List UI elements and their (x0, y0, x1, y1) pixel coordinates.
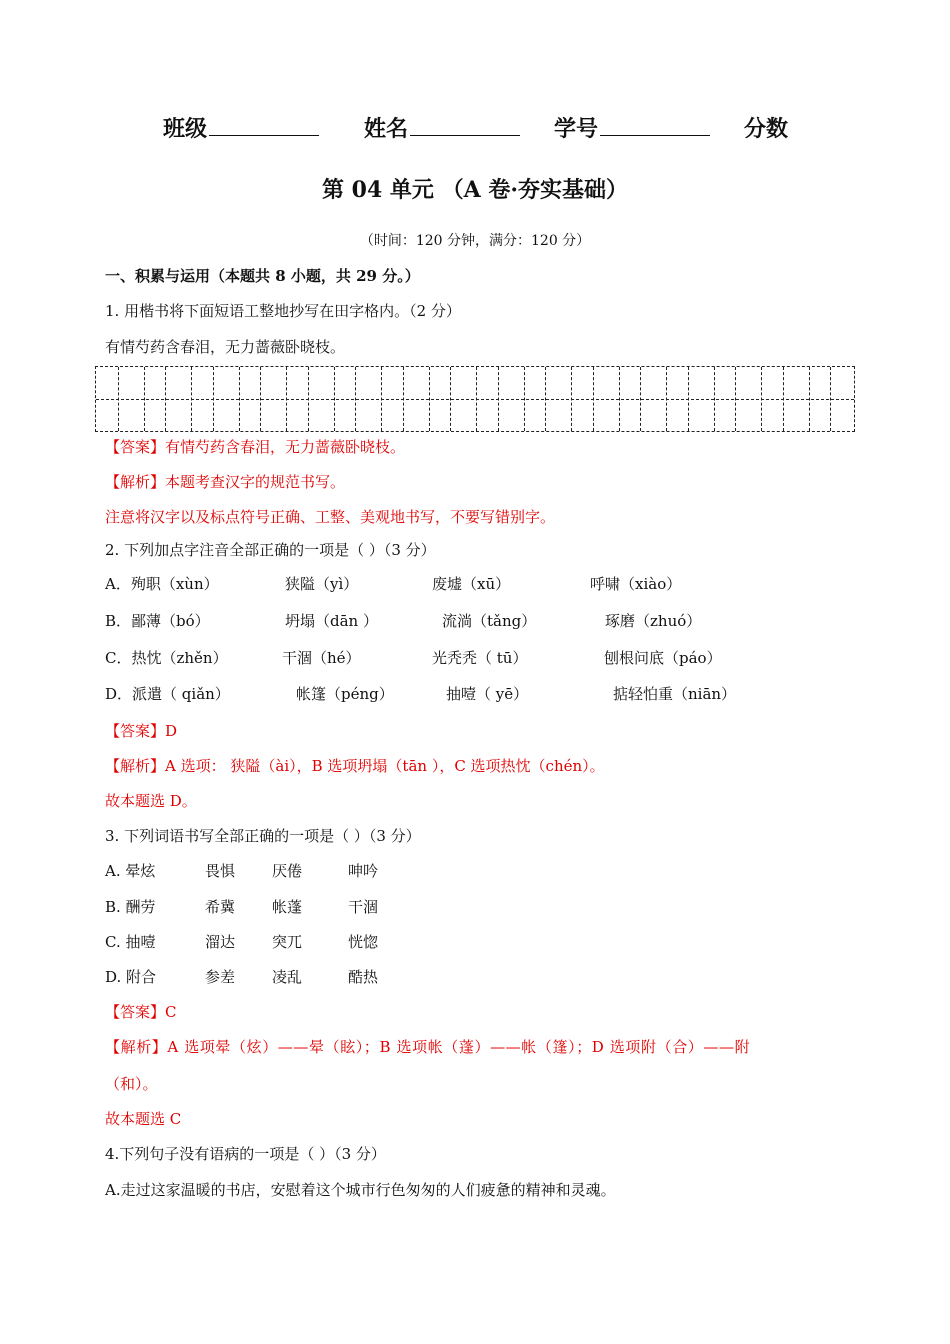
q2-conclusion: 故本题选 D。 (105, 792, 197, 810)
q2-option: 呼啸（xiào） (590, 575, 682, 593)
q3-analysis-cont: （和）。 (105, 1075, 158, 1093)
grid-col (593, 367, 594, 431)
grid-col (571, 367, 572, 431)
tianzige-grid[interactable] (95, 366, 855, 432)
class-label: 班级 (163, 116, 208, 142)
q2-option: 流淌（tǎng） (442, 612, 537, 630)
q1-analysis (105, 471, 345, 492)
q3-answer (105, 1001, 177, 1022)
q2-option: 抽噎（ yē） (446, 685, 529, 703)
grid-col (118, 367, 119, 431)
q3-option: 畏惧 (205, 862, 236, 880)
grid-col (476, 367, 477, 431)
grid-col (619, 367, 620, 431)
q3-option: 干涸 (348, 898, 379, 916)
grid-col (714, 367, 715, 431)
score-label: 分数 (744, 116, 789, 142)
q3-option: A. 晕炫 (105, 862, 156, 880)
analysis-tag: 【解析】 (105, 1038, 168, 1056)
grid-col (524, 367, 525, 431)
name-label: 姓名 (364, 116, 409, 142)
grid-col (429, 367, 430, 431)
grid-col (545, 367, 546, 431)
q2-option: 刨根问底（páo） (604, 649, 722, 667)
answer-tag: 【答案】 (105, 438, 166, 456)
q2-option: C．热忱（zhěn） (105, 649, 228, 667)
q2-option: 废墟（xū） (432, 575, 511, 593)
q3-option: D. 附合 (105, 968, 157, 986)
id-blank[interactable] (600, 113, 710, 136)
q2-option: 光秃秃（ tū） (432, 649, 528, 667)
q2-option: 干涸（hé） (282, 649, 361, 667)
analysis-text: A 选项： 狭隘（ài），B 选项坍塌（tān ），C 选项热忱（chén）。 (165, 757, 605, 775)
q3-option: 凌乱 (272, 968, 303, 986)
q3-option: C. 抽噎 (105, 933, 156, 951)
grid-col (783, 367, 784, 431)
grid-col (830, 367, 831, 431)
answer-text: D (165, 722, 178, 740)
q2-option: B．鄙薄（bó） (105, 612, 210, 630)
q3-stem: 3. 下列词语书写全部正确的一项是（ ）（3 分） (105, 827, 421, 845)
q3-option: 呻吟 (348, 862, 379, 880)
page-title: 第 04 单元 （A 卷·夯实基础） (322, 177, 628, 203)
q2-option: 琢磨（zhuó） (605, 612, 702, 630)
id-label: 学号 (554, 116, 599, 142)
grid-col (355, 367, 356, 431)
q1-text: 有情芍药含春泪，无力蔷薇卧晓枝。 (105, 338, 346, 356)
q3-option: 溜达 (205, 933, 236, 951)
answer-tag: 【答案】 (105, 1003, 166, 1021)
grid-col (761, 367, 762, 431)
analysis-tag: 【解析】 (105, 757, 166, 775)
q2-answer (105, 720, 177, 741)
name-field (364, 112, 520, 143)
class-field (163, 112, 319, 143)
q2-option: 狭隘（yì） (285, 575, 359, 593)
q2-analysis (105, 755, 605, 776)
grid-col (165, 367, 166, 431)
grid-col (213, 367, 214, 431)
q3-option: 参差 (205, 968, 236, 986)
q1-answer (105, 436, 405, 457)
q1-stem: 1. 用楷书将下面短语工整地抄写在田字格内。（2 分） (105, 302, 461, 320)
q3-option: B. 酬劳 (105, 898, 156, 916)
analysis-text: 本题考查汉字的规范书写。 (165, 473, 346, 491)
q2-option: 掂轻怕重（niān） (613, 685, 737, 703)
q4-stem: 4.下列句子没有语病的一项是（ ）（3 分） (105, 1145, 386, 1163)
section-heading: 一、积累与运用（本题共 8 小题，共 29 分。） (105, 267, 420, 285)
grid-col (403, 367, 404, 431)
grid-col (191, 367, 192, 431)
grid-col (381, 367, 382, 431)
q3-option: 厌倦 (272, 862, 303, 880)
q2-stem: 2. 下列加点字注音全部正确的一项是（ ）（3 分） (105, 541, 436, 559)
grid-col (260, 367, 261, 431)
grid-col (809, 367, 810, 431)
grid-col (286, 367, 287, 431)
q3-option: 恍惚 (348, 933, 379, 951)
q2-option: A．殉职（xùn） (105, 575, 219, 593)
grid-col (450, 367, 451, 431)
name-blank[interactable] (410, 113, 520, 136)
q2-option: D．派遣（ qiǎn） (105, 685, 230, 703)
grid-col (498, 367, 499, 431)
grid-col (666, 367, 667, 431)
analysis-text: A 选项晕（炫）——晕（眩）；B 选项帐（蓬）——帐（篷）；D 选项附（合）——附 (167, 1038, 751, 1056)
grid-col (640, 367, 641, 431)
q3-analysis (105, 1036, 750, 1057)
id-field (554, 112, 710, 143)
grid-midline (96, 399, 854, 400)
grid-col (239, 367, 240, 431)
answer-text: C (165, 1003, 177, 1021)
answer-text: 有情芍药含春泪，无力蔷薇卧晓枝。 (165, 438, 406, 456)
q3-option: 酷热 (348, 968, 379, 986)
grid-col (735, 367, 736, 431)
q3-option: 帐蓬 (272, 898, 303, 916)
q2-option: 帐篷（péng） (296, 685, 394, 703)
q1-note: 注意将汉字以及标点符号正确、工整、美观地书写，不要写错别字。 (105, 508, 556, 526)
q4-option-a: A.走过这家温暖的书店，安慰着这个城市行色匆匆的人们疲惫的精神和灵魂。 (105, 1181, 616, 1199)
q3-conclusion: 故本题选 C (105, 1110, 182, 1128)
class-blank[interactable] (209, 113, 319, 136)
grid-col (308, 367, 309, 431)
exam-info: （时间：120 分钟，满分：120 分） (359, 233, 591, 249)
analysis-tag: 【解析】 (105, 473, 166, 491)
q3-option: 突兀 (272, 933, 303, 951)
grid-col (688, 367, 689, 431)
grid-col (334, 367, 335, 431)
q3-option: 希冀 (205, 898, 236, 916)
answer-tag: 【答案】 (105, 722, 166, 740)
q2-option: 坍塌（dān ） (285, 612, 378, 630)
grid-col (144, 367, 145, 431)
